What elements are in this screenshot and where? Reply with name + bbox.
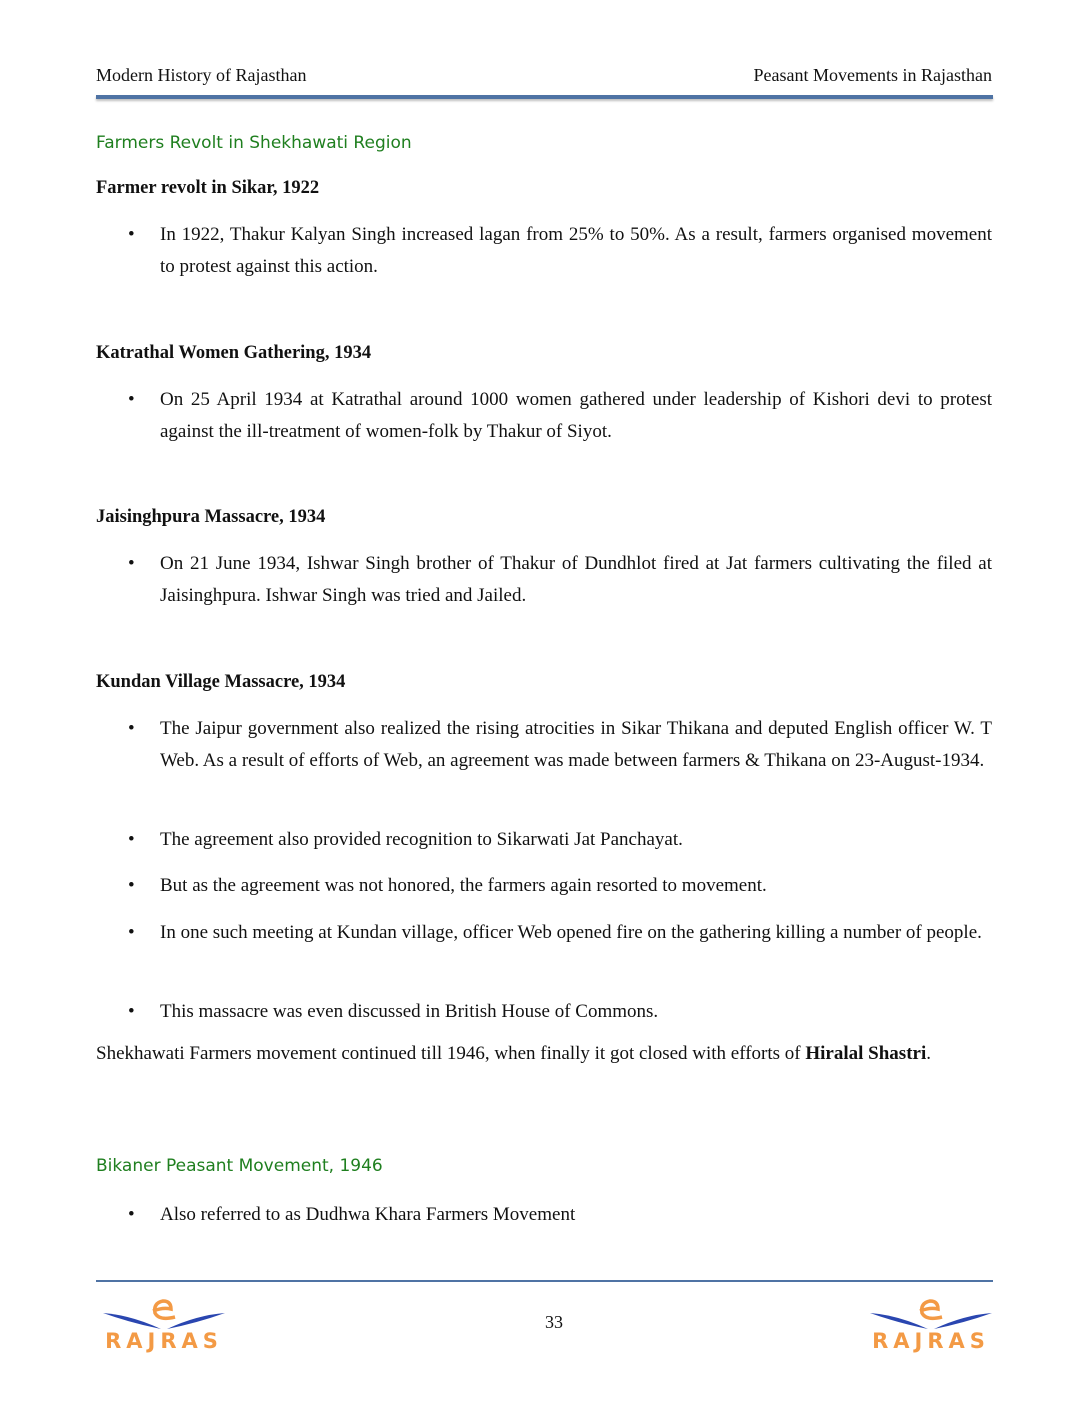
header-left-title: Modern History of Rajasthan — [96, 65, 307, 85]
section-title-shekhawati: Farmers Revolt in Shekhawati Region — [96, 133, 412, 153]
list-item-text: In 1922, Thakur Kalyan Singh increased lagan from 25% to 50%. As a result, farmers organised movement to protest against this action. — [160, 224, 992, 277]
list-item-text: But as the agreement was not honored, the farmers again resorted to movement. — [160, 875, 767, 896]
list-item — [128, 548, 992, 612]
bullet-icon: • — [128, 389, 135, 410]
list-item — [128, 917, 992, 949]
list-item — [128, 219, 992, 283]
subheading-kundan: Kundan Village Massacre, 1934 — [96, 672, 346, 692]
list-item-text: On 21 June 1934, Ishwar Singh brother of Thakur of Dundhlot fired at Jat farmers cultivating the filed at Jaisinghpura. Ishwar Singh was tried and Jailed. — [160, 553, 992, 606]
list-item-text: In one such meeting at Kundan village, officer Web opened fire on the gathering killing a number of people. — [160, 922, 982, 943]
bullet-icon: • — [128, 922, 135, 943]
rajras-logo-right — [868, 1297, 994, 1353]
list-item-text: The Jaipur government also realized the rising atrocities in Sikar Thikana and deputed English officer W. T Web. As a result of efforts of Web, an agreement was made between farmers & Thikana on 23-August-1934. — [160, 718, 992, 771]
rajras-logo-left — [101, 1297, 227, 1353]
list-item-text: Also referred to as Dudhwa Khara Farmers Movement — [160, 1204, 576, 1225]
bullet-icon: • — [128, 829, 135, 850]
list-item-text: On 25 April 1934 at Katrathal around 1000 women gathered under leadership of Kishori devi to protest against the ill-treatment of women-folk by Thakur of Siyot. — [160, 389, 992, 442]
subheading-jaisinghpura: Jaisinghpura Massacre, 1934 — [96, 507, 326, 527]
page-number: 33 — [545, 1312, 563, 1332]
footer-rule — [96, 1280, 993, 1282]
header-right-title: Peasant Movements in Rajasthan — [753, 65, 992, 85]
list-item — [128, 1199, 992, 1231]
logo-text: RAJRAS — [105, 1329, 223, 1353]
list-item — [128, 384, 992, 448]
list-item — [128, 824, 992, 856]
bullet-icon: • — [128, 718, 135, 739]
header-rule — [96, 95, 993, 99]
list-item — [128, 996, 992, 1028]
section-title-bikaner: Bikaner Peasant Movement, 1946 — [96, 1156, 383, 1176]
list-item — [128, 870, 992, 902]
bullet-icon: • — [128, 1001, 135, 1022]
list-item — [128, 713, 992, 777]
closing-text: Shekhawati Farmers movement continued till 1946, when finally it got closed with efforts of — [96, 1043, 806, 1064]
list-item-text: The agreement also provided recognition to Sikarwati Jat Panchayat. — [160, 829, 683, 850]
subheading-sikar: Farmer revolt in Sikar, 1922 — [96, 178, 320, 198]
bullet-icon: • — [128, 224, 135, 245]
closing-paragraph — [96, 1038, 992, 1070]
bullet-icon: • — [128, 1204, 135, 1225]
closing-bold-name: Hiralal Shastri — [805, 1043, 927, 1064]
logo-text: RAJRAS — [872, 1329, 990, 1353]
bullet-icon: • — [128, 553, 135, 574]
closing-end: . — [926, 1043, 931, 1064]
subheading-katrathal: Katrathal Women Gathering, 1934 — [96, 343, 372, 363]
bullet-icon: • — [128, 875, 135, 896]
list-item-text: This massacre was even discussed in British House of Commons. — [160, 1001, 659, 1022]
